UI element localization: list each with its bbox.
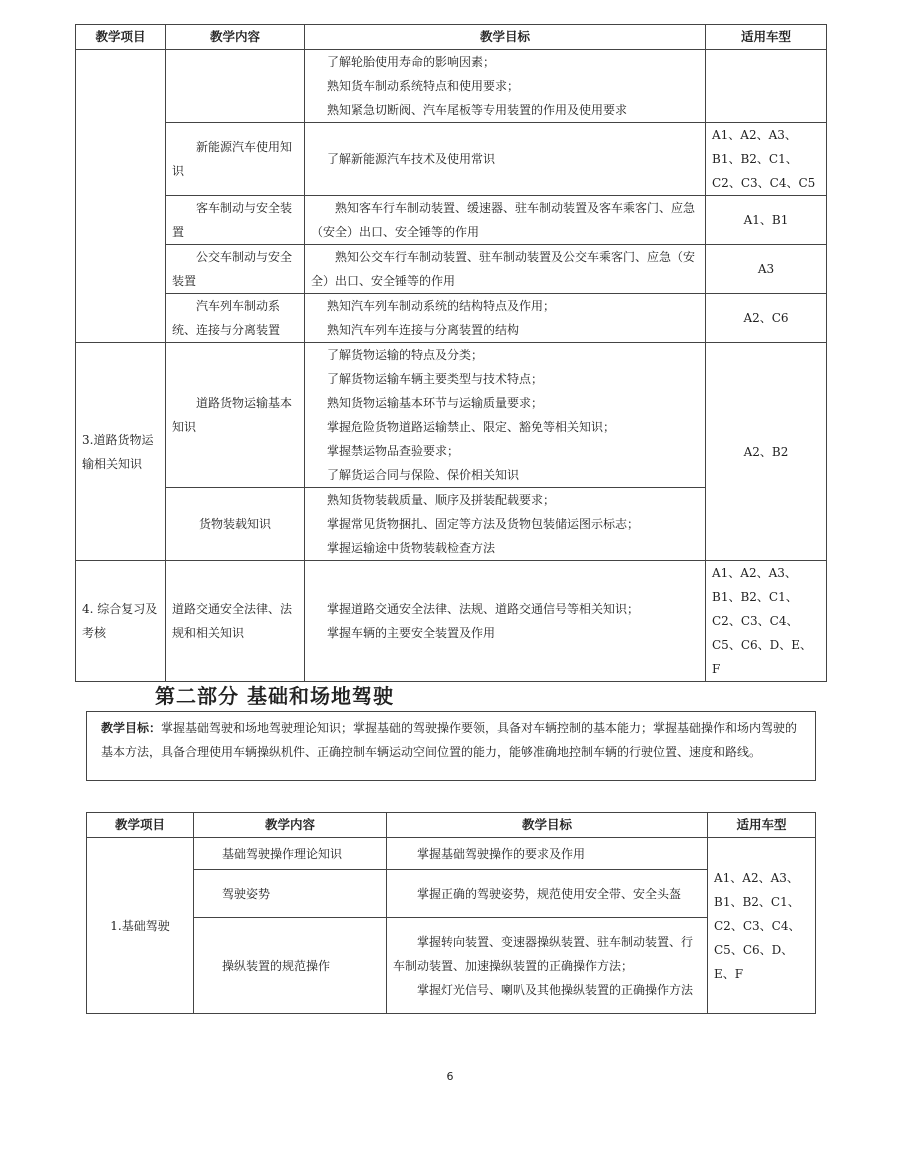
vehicles-cell: A2、C6 (706, 294, 827, 343)
table-row (76, 123, 827, 196)
table-row (87, 918, 816, 1014)
header-vehicles: 适用车型 (706, 25, 827, 50)
vehicles-text: A1、A2、A3、B1、B2、C1、C2、C3、C4、C5 (712, 128, 816, 190)
table-header-row (76, 25, 827, 50)
project-cell (76, 343, 166, 561)
vehicles-cell (706, 123, 827, 196)
table-row (76, 294, 827, 343)
objective-label: 教学目标： (101, 721, 162, 735)
project-cell: 1.基础驾驶 (87, 838, 194, 1014)
vehicles-cell (706, 50, 827, 123)
project-cell (76, 561, 166, 682)
header-vehicles: 适用车型 (708, 813, 816, 838)
vehicles-text: A1、A2、A3、B1、B2、C1、C2、C3、C4、C5、C6、D、E、F (712, 566, 813, 676)
objective-cell (387, 838, 708, 870)
vehicles-cell: A2、B2 (706, 343, 827, 561)
page-number: 6 (446, 1070, 454, 1083)
objective-cell (305, 245, 706, 294)
objective-line: 掌握车辆的主要安全装置及作用 (327, 626, 496, 640)
objective-text: 掌握转向装置、变速器操纵装置、驻车制动装置、行车制动装置、加速操纵装置的正确操作方法； (393, 934, 694, 973)
table-row (76, 50, 827, 123)
teaching-objective-box (86, 711, 816, 781)
content-cell: 操纵装置的规范操作 (194, 918, 387, 1014)
table-row (87, 838, 816, 870)
content-cell (166, 561, 305, 682)
vehicles-cell (706, 561, 827, 682)
content-cell: 货物装载知识 (166, 488, 305, 561)
content-cell (166, 343, 305, 488)
content-cell (166, 196, 305, 245)
content-cell: 基础驾驶操作理论知识 (194, 838, 387, 870)
content-text: 公交车制动与安全装置 (172, 250, 293, 288)
content-cell (166, 50, 305, 123)
table-header-row (87, 813, 816, 838)
objective-line: 熟知货物装载质量、顺序及拼装配载要求； (327, 493, 556, 507)
course-table-basic-driving (86, 812, 816, 1014)
objective-cell (305, 196, 706, 245)
objective-line: 了解轮胎使用寿命的影响因素； (327, 55, 496, 69)
vehicles-cell: A3 (706, 245, 827, 294)
content-cell: 驾驶姿势 (194, 870, 387, 918)
objective-line: 了解货运合同与保险、保价相关知识 (327, 468, 520, 482)
objective-line: 熟知汽车列车连接与分离装置的结构 (327, 323, 520, 337)
objective-cell (305, 50, 706, 123)
course-table-theory (75, 24, 827, 682)
content-text: 汽车列车制动系统、连接与分离装置 (172, 299, 281, 337)
section-title: 第二部分 基础和场地驾驶 (155, 684, 394, 708)
objective-cell (305, 488, 706, 561)
objective-line: 熟知货物运输基本环节与运输质量要求； (327, 396, 544, 410)
objective-text: 掌握基础驾驶操作的要求及作用 (417, 846, 586, 861)
content-text: 新能源汽车使用知识 (172, 140, 293, 178)
objective-text: 掌握灯光信号、喇叭及其他操纵装置的正确操作方法 (417, 982, 694, 997)
objective-line: 掌握危险货物道路运输禁止、限定、豁免等相关知识； (327, 420, 616, 434)
table-row (76, 343, 827, 488)
header-project: 教学项目 (76, 25, 166, 50)
objective-text: 掌握基础驾驶和场地驾驶理论知识；掌握基础的驾驶操作要领，具备对车辆控制的基本能力；掌握基础操作和场内驾驶的基本方法，具备合理使用车辆操纵机件、正确控制车辆运动空间位置的能力，能够准确地控制车辆的行驶位置、速度和路线。 (101, 721, 798, 759)
project-cell-continued (76, 50, 166, 343)
objective-line: 掌握运输途中货物装载检查方法 (327, 541, 496, 555)
header-content: 教学内容 (194, 813, 387, 838)
project-text: 3.道路货物运输相关知识 (82, 432, 154, 471)
content-cell (166, 123, 305, 196)
objective-cell (305, 294, 706, 343)
objective-line: 熟知紧急切断阀、汽车尾板等专用装置的作用及使用要求 (327, 103, 628, 117)
objective-line: 熟知汽车列车制动系统的结构特点及作用； (327, 299, 556, 313)
vehicles-cell (708, 838, 816, 1014)
objective-text: 熟知客车行车制动装置、缓速器、驻车制动装置及客车乘客门、应急（安全）出口、安全锤等的作用 (311, 201, 696, 239)
header-project: 教学项目 (87, 813, 194, 838)
objective-line: 熟知货车制动系统特点和使用要求； (327, 79, 520, 93)
content-cell (166, 245, 305, 294)
vehicles-cell: A1、B1 (706, 196, 827, 245)
table-row (76, 196, 827, 245)
table-row (87, 870, 816, 918)
objective-line: 掌握道路交通安全法律、法规、道路交通信号等相关知识； (327, 602, 640, 616)
objective-text: 掌握正确的驾驶姿势，规范使用安全带、安全头盔 (417, 886, 682, 901)
content-text: 道路交通安全法律、法规和相关知识 (172, 602, 293, 640)
objective-text: 熟知公交车行车制动装置、驻车制动装置及公交车乘客门、应急（安全）出口、安全锤等的作用 (311, 250, 696, 288)
objective-line: 了解货物运输的特点及分类； (327, 348, 484, 362)
header-objective: 教学目标 (387, 813, 708, 838)
content-text: 道路货物运输基本知识 (172, 396, 293, 434)
vehicles-text: A1、A2、A3、B1、B2、C1、C2、C3、C4、C5、C6、D、E、F (714, 870, 801, 981)
objective-line: 了解货物运输车辆主要类型与技术特点； (327, 372, 544, 386)
objective-cell (305, 343, 706, 488)
objective-line: 了解新能源汽车技术及使用常识 (327, 152, 496, 166)
objective-cell (305, 123, 706, 196)
content-cell (166, 294, 305, 343)
table-row (76, 245, 827, 294)
project-text: 4. 综合复习及考核 (82, 602, 158, 640)
header-objective: 教学目标 (305, 25, 706, 50)
objective-line: 掌握常见货物捆扎、固定等方法及货物包装储运图示标志； (327, 517, 640, 531)
header-content: 教学内容 (166, 25, 305, 50)
content-text: 客车制动与安全装置 (172, 201, 293, 239)
objective-line: 掌握禁运物品查验要求； (327, 444, 460, 458)
objective-cell (305, 561, 706, 682)
table-row (76, 561, 827, 682)
objective-cell (387, 870, 708, 918)
objective-cell (387, 918, 708, 1014)
